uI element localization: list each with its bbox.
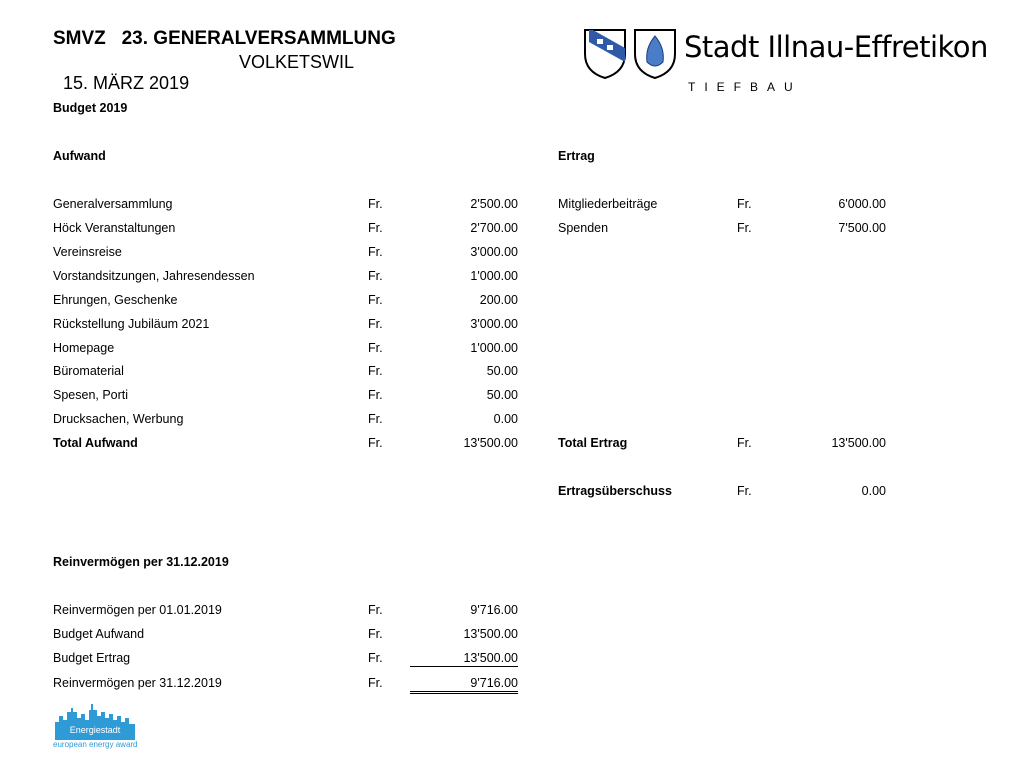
currency: Fr. <box>368 388 383 402</box>
reinvermoegen-label: Budget Ertrag <box>53 651 131 665</box>
energiestadt-caption: european energy award <box>53 740 138 749</box>
surplus-label: Ertragsüberschuss <box>558 484 672 498</box>
currency: Fr. <box>368 269 383 283</box>
header-venue: VOLKETSWIL <box>239 52 355 72</box>
budget-title: Budget 2019 <box>53 101 128 115</box>
aufwand-label: Homepage <box>53 341 115 355</box>
aufwand-label: Spesen, Porti <box>53 388 129 402</box>
aufwand-label: Höck Veranstaltungen <box>53 221 176 235</box>
ertrag-amount: 7'500.00 <box>838 221 886 235</box>
aufwand-label: Rückstellung Jubiläum 2021 <box>53 317 210 331</box>
currency: Fr. <box>368 317 383 331</box>
aufwand-label: Ehrungen, Geschenke <box>53 293 178 307</box>
aufwand-amount: 200.00 <box>479 293 518 307</box>
currency: Fr. <box>737 436 752 450</box>
aufwand-amount: 0.00 <box>493 412 518 426</box>
currency: Fr. <box>368 412 383 426</box>
header-title: SMVZ 23. GENERALVERSAMMLUNG <box>53 28 396 49</box>
aufwand-amount: 3'000.00 <box>470 317 518 331</box>
aufwand-heading: Aufwand <box>53 149 106 163</box>
currency: Fr. <box>368 341 383 355</box>
ertrag-heading: Ertrag <box>558 149 595 163</box>
ertrag-total-label: Total Ertrag <box>558 436 628 450</box>
currency: Fr. <box>368 651 383 665</box>
reinvermoegen-amount: 13'500.00 <box>410 650 518 667</box>
aufwand-amount: 2'500.00 <box>470 197 518 211</box>
reinvermoegen-label: Reinvermögen per 31.12.2019 <box>53 676 222 690</box>
coat-of-arms-icon <box>583 28 627 80</box>
ertrag-amount: 6'000.00 <box>838 197 886 211</box>
energiestadt-badge-text: Energiestadt <box>69 725 121 735</box>
energiestadt-logo <box>53 700 137 752</box>
currency: Fr. <box>368 436 383 450</box>
currency: Fr. <box>368 245 383 259</box>
currency: Fr. <box>368 293 383 307</box>
aufwand-label: Büromaterial <box>53 364 124 378</box>
reinvermoegen-label: Reinvermögen per 01.01.2019 <box>53 603 222 617</box>
reinvermoegen-title: Reinvermögen per 31.12.2019 <box>53 555 229 569</box>
city-logo-name: Stadt Illnau-Effretikon <box>684 30 988 64</box>
currency: Fr. <box>737 484 752 498</box>
currency: Fr. <box>368 197 383 211</box>
ertrag-total-amount: 13'500.00 <box>831 436 886 450</box>
reinvermoegen-amount: 9'716.00 <box>470 603 518 617</box>
reinvermoegen-label: Budget Aufwand <box>53 627 145 641</box>
coat-of-arms-icon <box>633 28 677 80</box>
aufwand-label: Vorstandsitzungen, Jahresendessen <box>53 269 255 283</box>
aufwand-amount: 3'000.00 <box>470 245 518 259</box>
currency: Fr. <box>368 676 383 690</box>
aufwand-total-amount: 13'500.00 <box>463 436 518 450</box>
aufwand-amount: 1'000.00 <box>470 269 518 283</box>
currency: Fr. <box>737 197 752 211</box>
aufwand-label: Drucksachen, Werbung <box>53 412 184 426</box>
aufwand-amount: 1'000.00 <box>470 341 518 355</box>
reinvermoegen-amount: 13'500.00 <box>463 627 518 641</box>
surplus-amount: 0.00 <box>861 484 886 498</box>
city-skyline-icon <box>53 700 137 740</box>
ertrag-label: Spenden <box>558 221 609 235</box>
city-department: TIEFBAU <box>688 80 802 94</box>
aufwand-amount: 2'700.00 <box>470 221 518 235</box>
currency: Fr. <box>368 221 383 235</box>
currency: Fr. <box>737 221 752 235</box>
currency: Fr. <box>368 627 383 641</box>
aufwand-amount: 50.00 <box>486 364 518 378</box>
aufwand-total-label: Total Aufwand <box>53 436 138 450</box>
reinvermoegen-final-amount: 9'716.00 <box>410 675 518 694</box>
currency: Fr. <box>368 364 383 378</box>
aufwand-label: Generalversammlung <box>53 197 173 211</box>
currency: Fr. <box>368 603 383 617</box>
header-date: 15. MÄRZ 2019 <box>63 73 190 93</box>
ertrag-label: Mitgliederbeiträge <box>558 197 658 211</box>
aufwand-label: Vereinsreise <box>53 245 122 259</box>
aufwand-amount: 50.00 <box>486 388 518 402</box>
